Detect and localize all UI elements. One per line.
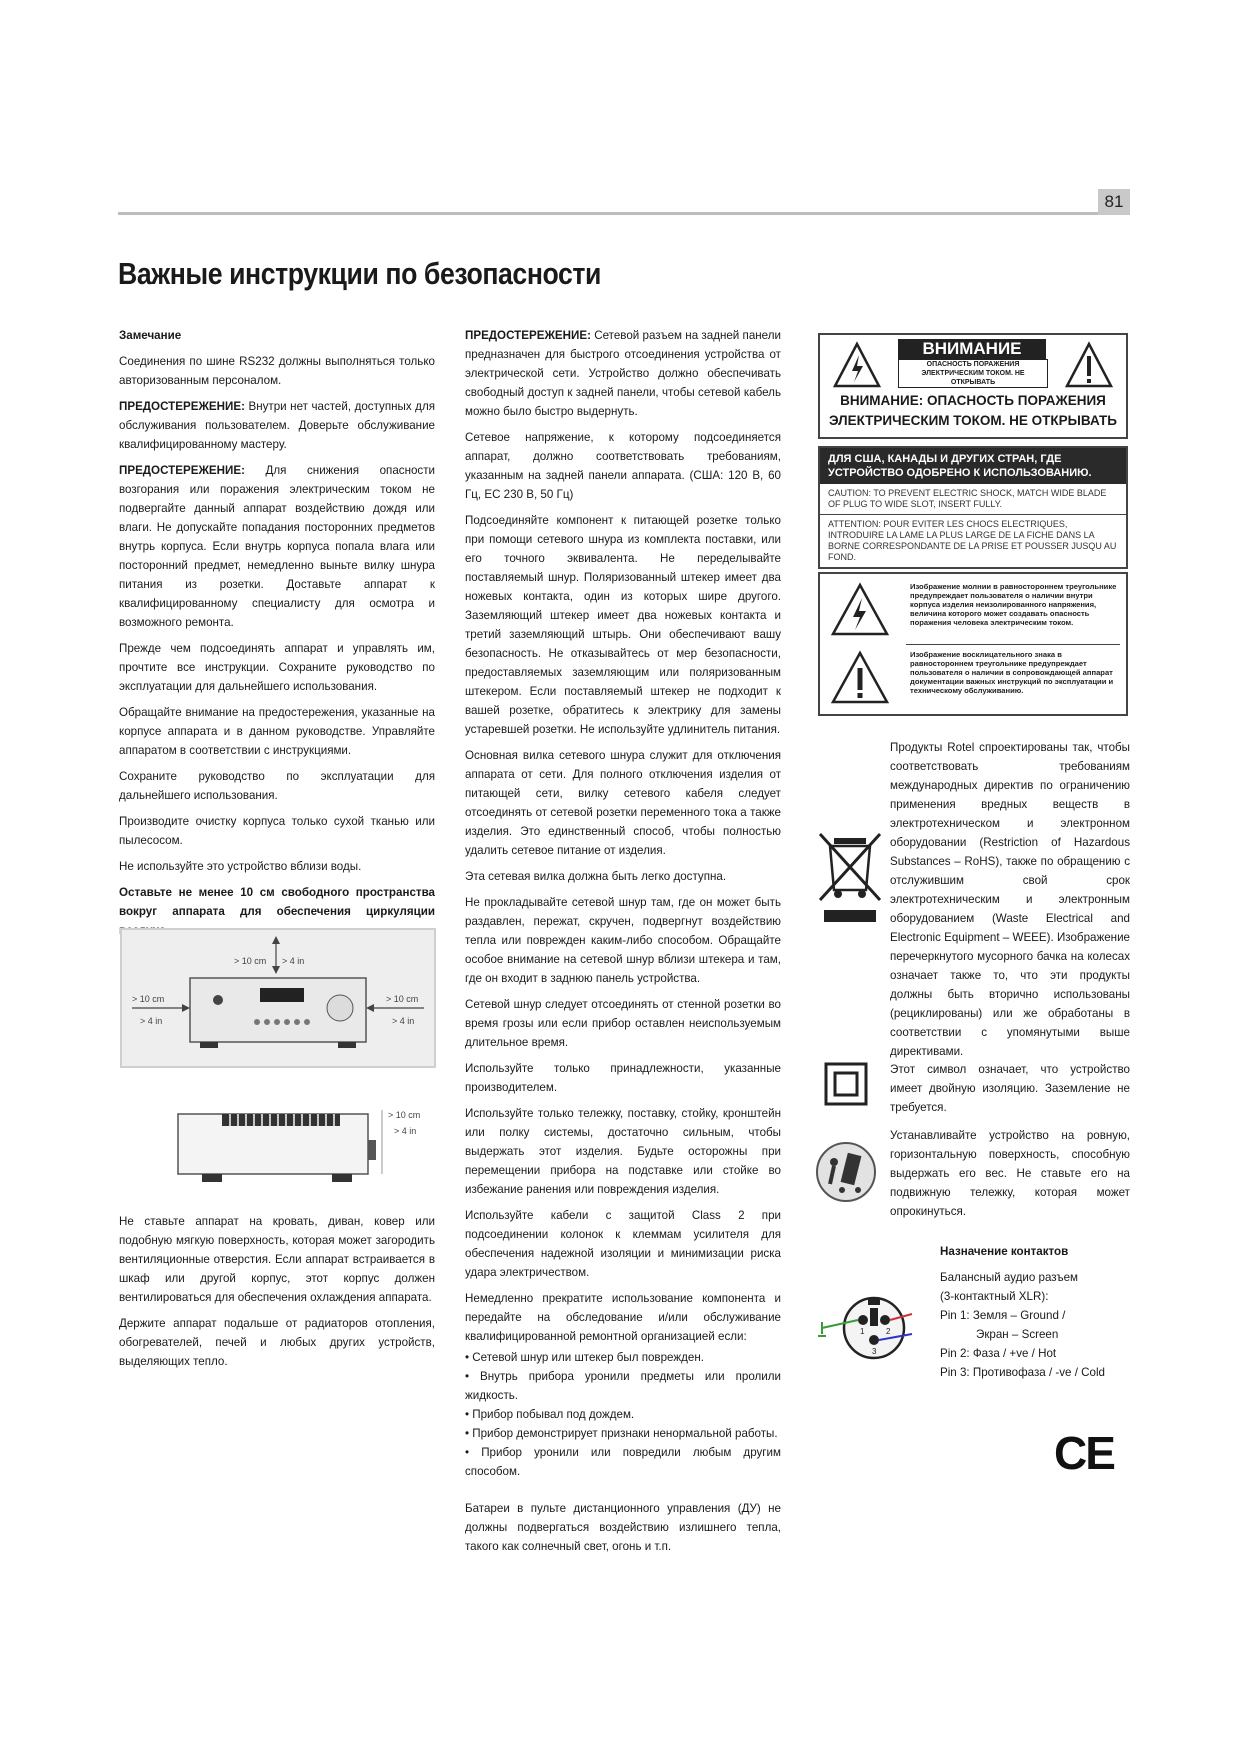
- xlr-pin-1: 1: [860, 1327, 865, 1336]
- clearance-right-label-in: > 4 in: [392, 1016, 415, 1026]
- ce-mark: CE: [1054, 1427, 1114, 1479]
- cart-warning-text: Устанавливайте устройство на ровную, горизонтальную поверхность, способную выдержать его вес. Не ставьте его на подвижную тележку, которая может опрокинуться.: [890, 1129, 1130, 1218]
- paragraph: ПРЕДОСТЕРЕЖЕНИЕ: Внутри нет частей, доступных для обслуживания пользователем. Доверьте обслуживание квалифицированному мастеру.: [119, 400, 435, 451]
- paragraph: Немедленно прекратите использование компонента и передайте на обследование и/или обслуживание квалифицированной ремонтной организацией если:: [465, 1292, 781, 1343]
- page-title: Важные инструкции по безопасности: [118, 256, 601, 291]
- clearance-left-label-in: > 4 in: [140, 1016, 163, 1026]
- paragraph: Сетевое напряжение, к которому подсоединяется аппарат, должно соответствовать требованиям, указанным на задней панели аппарата. (США: 120 В, 60 Гц, ЕС 230 В, 50 Гц): [465, 431, 781, 501]
- paragraph: ПРЕДОСТЕРЕЖЕНИЕ: Для снижения опасности возгорания или поражения электрическим током не подвергайте данный аппарат воздействию дождя или влаги. Не допускайте попадания посторонних предметов внутрь корпуса. Если внутрь корпуса попала влага или посторонний предмет, немедленно выньте вилку шнура питания из розетки. Доставьте аппарат к квалифицированному специалисту для осмотра и возможного ремонта.: [119, 464, 435, 629]
- xlr-pin-3: 3: [872, 1347, 877, 1356]
- paragraph: Соединения по шине RS232 должны выполняться только авторизованным персоналом.: [119, 355, 435, 387]
- pin-1-screen: Экран – Screen: [976, 1328, 1059, 1341]
- amplifier-side-illustration: [172, 1100, 432, 1192]
- clearance-top-label: > 10 cm: [234, 956, 267, 966]
- column-1-bottom: [119, 1212, 435, 1378]
- double-insulation-text: Этот символ означает, что устройство имеет двойную изоляцию. Заземление не требуется.: [890, 1063, 1130, 1114]
- warning-badge-sub: ОПАСНОСТЬ ПОРАЖЕНИЯ ЭЛЕКТРИЧЕСКИМ ТОКОМ. НЕ ОТКРЫВАТЬ: [898, 359, 1048, 388]
- exclamation-symbol-text: Изображение восклицательного знака в равностороннем треугольнике предупреждает пользователя о наличии в сопровождающей аппарат документации важных инструкций по эксплуатации и техническому обслуживанию.: [910, 650, 1114, 695]
- attention-text: ATTENTION: POUR EVITER LES CHOCS ELECTRIQUES, INTRODUIRE LA LAME LA PLUS LARGE DE LA FICHE DANS LA BORNE CORRESPONDANTE DE LA PRISE ET POUSSER JUSQU AU FOND.: [828, 519, 1117, 562]
- clearance-rear-label: > 10 cm: [388, 1110, 421, 1120]
- paragraph: Основная вилка сетевого шнура служит для отключения аппарата от сети. Для полного отключения изделия от питающей сети, вилку сетевого кабеля следует отсоединять от сетевой розетки переменного тока а также изделия. Это единственный способ, чтобы полностью удалить сетевое питание от изделия.: [465, 749, 781, 857]
- weee-bin-icon: [816, 828, 886, 928]
- caution-text: CAUTION: TO PREVENT ELECTRIC SHOCK, MATCH WIDE BLADE OF PLUG TO WIDE SLOT, INSERT FULLY.: [820, 484, 1126, 515]
- cart-tipover-icon: [814, 1140, 878, 1204]
- paragraph: Батареи в пульте дистанционного управления (ДУ) не должны подвергаться воздействию излишнего тепла, такого как солнечный свет, огонь и т.п.: [465, 1502, 781, 1553]
- pin-assignment: [940, 1242, 1130, 1382]
- lightning-symbol-text: Изображение молнии в равностороннем треугольнике предупреждает пользователя о наличии внутри корпуса изделия неизолированного напряжения, величина которого может создавать опасность поражения человека электрическим током.: [910, 582, 1117, 627]
- clearance-diagram-side: [172, 1100, 432, 1192]
- warning-caption: ВНИМАНИЕ: ОПАСНОСТЬ ПОРАЖЕНИЯ ЭЛЕКТРИЧЕСКИМ ТОКОМ. НЕ ОТКРЫВАТЬ: [829, 393, 1117, 428]
- paragraph: Используйте только тележку, поставку, стойку, кронштейн или полку системы, достаточно сильным, чтобы выдержать этот изделия. Будьте осторожны при перемещении прибора на подставке или стойке во избежание ранения или повреждения изделия.: [465, 1107, 781, 1196]
- note-heading: Замечание: [119, 329, 182, 342]
- lightning-warning-icon: [832, 341, 882, 391]
- amplifier-front-illustration: [122, 930, 434, 1066]
- pins-title: Назначение контактов: [940, 1245, 1069, 1258]
- paragraph: Сохраните руководство по эксплуатации для дальнейшего использования.: [119, 770, 435, 802]
- clearance-top-label-in: > 4 in: [282, 956, 305, 966]
- column-2: [465, 326, 781, 1563]
- double-insulation-icon: [824, 1062, 868, 1106]
- exclamation-symbol-icon: [830, 650, 890, 706]
- xlr-connector-icon: [818, 1290, 914, 1366]
- clearance-right-label: > 10 cm: [386, 994, 419, 1004]
- paragraph: Производите очистку корпуса только сухой тканью или пылесосом.: [119, 815, 435, 847]
- symbol-explanation-box: [818, 572, 1128, 716]
- list-item: • Прибор побывал под дождем.: [465, 1405, 781, 1424]
- header-rule: [118, 212, 1098, 215]
- rohs-text: Продукты Rotel спроектированы так, чтобы соответствовать требованиям международных директив по ограничению применения вредных веществ в электротехническом и электронном оборудовании (Restriction of Hazardous Substances – RoHS), также по обращению с отслужившим свой срок электротехническим и электронным оборудованием (Waste Electrical and Electronic Equipment – WEEE). Изображение перечеркнутого мусорного бачка на колесах означает также то, что эти продукты должны быть вторично использованы (рециклированы) или же обработаны в соответствии с упомянутыми выше директивами.: [890, 741, 1130, 1058]
- us-approval-bar: ДЛЯ США, КАНАДЫ И ДРУГИХ СТРАН, ГДЕ УСТРОЙСТВО ОДОБРЕНО К ИСПОЛЬЗОВАНИЮ.: [820, 448, 1126, 484]
- paragraph: Прежде чем подсоединять аппарат и управлять им, прочтите все инструкции. Сохраните руководство по эксплуатации для дальнейшего использования.: [119, 642, 435, 693]
- paragraph: Держите аппарат подальше от радиаторов отопления, обогревателей, печей и любых других устройств, выделяющих тепло.: [119, 1317, 435, 1368]
- plug-caution-label: [818, 446, 1128, 569]
- bullet-list: [465, 1348, 781, 1481]
- paragraph: Не используйте это устройство вблизи воды.: [119, 860, 362, 873]
- paragraph: Обращайте внимание на предостережения, указанные на корпусе аппарата и в данном руководстве. Управляйте аппаратом в соответствии с инструкциями.: [119, 706, 435, 757]
- pin-3: Pin 3: Противофаза / -ve / Cold: [940, 1366, 1106, 1379]
- list-item: • Сетевой шнур или штекер был поврежден.: [465, 1348, 781, 1367]
- paragraph: Используйте только принадлежности, указанные производителем.: [465, 1062, 781, 1094]
- list-item: • Внутрь прибора уронили предметы или пролили жидкость.: [465, 1367, 781, 1405]
- shock-warning-label: [818, 333, 1128, 439]
- column-1: [119, 326, 435, 947]
- clearance-rear-label-in: > 4 in: [394, 1126, 417, 1136]
- clearance-diagram-front: [120, 928, 436, 1068]
- pin-2: Pin 2: Фаза / +ve / Hot: [940, 1347, 1057, 1360]
- pins-subtitle-2: (3-контактный XLR):: [940, 1290, 1049, 1303]
- paragraph: Не прокладывайте сетевой шнур там, где он может быть раздавлен, пережат, скручен, подвергнут воздействию тепла или поврежден каким-либо способом. Обращайте особое внимание на сетевой шнур вблизи штекера и там, где он входит в заднюю панель устройства.: [465, 896, 781, 985]
- divider: [906, 644, 1120, 645]
- warning-badge: ВНИМАНИЕ: [898, 339, 1046, 359]
- list-item: • Прибор уронили или повредили любым другим способом.: [465, 1443, 781, 1481]
- page-number: 81: [1098, 189, 1130, 215]
- xlr-pin-2: 2: [886, 1327, 891, 1336]
- paragraph: ПРЕДОСТЕРЕЖЕНИЕ: Сетевой разъем на задней панели предназначен для быстрого отсоединения устройства от электрической сети. Устройство должно обеспечивать свободный доступ к задней панели, чтобы сетевой кабель можно было быстро выдернуть.: [465, 329, 781, 418]
- exclamation-warning-icon: [1064, 341, 1114, 391]
- lightning-symbol-icon: [830, 582, 890, 638]
- paragraph: Не ставьте аппарат на кровать, диван, ковер или подобную мягкую поверхность, которая может загородить вентиляционные отверстия. Если аппарат встраивается в шкаф или другой корпус, этот корпус должен вентилироваться для обеспечения охлаждения аппарата.: [119, 1215, 435, 1304]
- list-item: • Прибор демонстрирует признаки ненормальной работы.: [465, 1424, 781, 1443]
- paragraph: Сетевой шнур следует отсоединять от стенной розетки во время грозы или если прибор оставлен неиспользуемым длительное время.: [465, 998, 781, 1049]
- paragraph: Эта сетевая вилка должна быть легко доступна.: [465, 870, 727, 883]
- paragraph: Подсоединяйте компонент к питающей розетке только при помощи сетевого шнура из комплекта поставки, или его точного эквивалента. Не переделывайте поставляемый шнур. Поляризованный штекер имеет два ножевых контакта, один из которых шире другого. Заземляющий штекер имеет два ножевых контакта и третий заземляющий штырь. Они обеспечивают вашу безопасность. Не отказывайтесь от мер безопасности, предоставляемых заземляющим или поляризованным штекером. Если поставляемый штекер не подходит к вашей розетке, обратитесь к электрику для замены устаревшей розетки. Не используйте удлинитель питания.: [465, 514, 781, 736]
- paragraph-bold: Оставьте не менее 10 см свободного пространства вокруг аппарата для обеспечения циркуляции: [119, 886, 435, 918]
- pins-subtitle: Балансный аудио разъем: [940, 1271, 1079, 1284]
- clearance-left-label: > 10 cm: [132, 994, 165, 1004]
- pin-1: Pin 1: Земля – Ground /: [940, 1309, 1066, 1322]
- paragraph: Используйте кабели с защитой Class 2 при подсоединении колонок к клеммам усилителя для обеспечения надежной изоляции и минимизации риска удара электричеством.: [465, 1209, 781, 1279]
